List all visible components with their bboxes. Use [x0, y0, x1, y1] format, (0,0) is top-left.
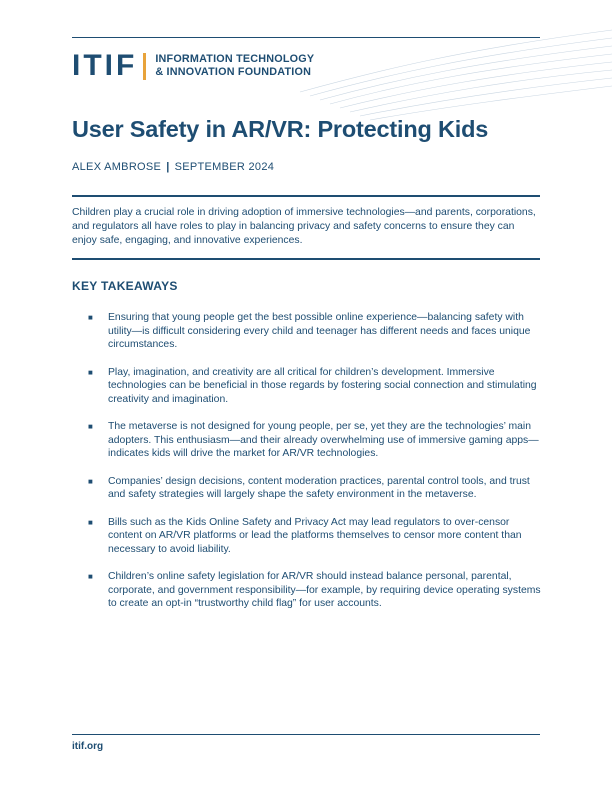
- author-name: ALEX AMBROSE: [72, 161, 162, 173]
- intro-summary: Children play a crucial role in driving adoption of immersive technologies—and parents, corporations, and regulators all have roles to play in balancing privacy and safety concerns to ensure they can enjoy safe, engaging, and innovative experiences.: [72, 207, 536, 246]
- logo-mark: ITIF: [72, 49, 138, 82]
- bullet-icon: ■: [88, 572, 93, 581]
- logo-wordmark: [155, 53, 314, 79]
- byline-separator: |: [166, 161, 170, 173]
- intro-bottom-rule: [72, 258, 540, 260]
- takeaway-item: [88, 366, 543, 407]
- bullet-icon: ■: [88, 367, 93, 377]
- takeaway-text: Children’s online safety legislation for AR/VR should instead balance personal, parental, corporate, and government responsibility—for example, by requiring device operating systems to create an opt-in “trustworthy child flag” for user accounts.: [108, 571, 541, 609]
- logo-line-2: & INNOVATION FOUNDATION: [155, 66, 312, 78]
- takeaway-text: The metaverse is not designed for young people, per se, yet they are the technologies’ main adopters. This enthusiasm—and their already overwhelming use of immersive gaming apps—indicates kids will drive the market for AR/VR technologies.: [108, 421, 539, 459]
- footer-rule: [72, 734, 540, 735]
- page-title: User Safety in AR/VR: Protecting Kids: [72, 116, 489, 142]
- takeaway-item: [88, 475, 543, 502]
- bullet-icon: ■: [88, 476, 93, 486]
- takeaway-text: Ensuring that young people get the best possible online experience—balancing safety with utility—is difficult considering every child and teenager has different needs and faces unique circumstances.: [108, 312, 531, 350]
- logo-line-1: INFORMATION TECHNOLOGY: [155, 53, 315, 65]
- logo-divider: [143, 53, 146, 80]
- intro-top-rule: [72, 195, 540, 197]
- publication-date: SEPTEMBER 2024: [174, 161, 275, 173]
- footer-link[interactable]: itif.org: [72, 741, 104, 752]
- takeaway-item: [88, 516, 543, 557]
- key-takeaways-heading: KEY TAKEAWAYS: [72, 279, 178, 293]
- bullet-icon: ■: [88, 422, 93, 431]
- takeaway-item: [88, 420, 543, 461]
- header-top-rule: [72, 37, 540, 38]
- bullet-icon: ■: [88, 313, 93, 322]
- takeaway-text: Bills such as the Kids Online Safety and Privacy Act may lead regulators to over-censor content on AR/VR platforms or lead the platforms themselves to censor more content than necessary to avoid liability.: [108, 516, 522, 555]
- itif-logo[interactable]: [72, 51, 314, 81]
- takeaway-text: Play, imagination, and creativity are all critical for children’s development. Immersive technologies can be beneficial in those regards by fostering social connection and stimulating creativity and imagination.: [108, 366, 537, 405]
- takeaway-item: [88, 311, 543, 352]
- takeaway-text: Companies’ design decisions, content moderation practices, parental control tools, and trust and safety strategies will largely shape the safety environment in the metaverse.: [108, 475, 530, 500]
- bullet-icon: ■: [88, 517, 93, 527]
- takeaway-item: [88, 570, 543, 611]
- key-takeaways-list: [88, 311, 543, 625]
- byline: [72, 161, 274, 173]
